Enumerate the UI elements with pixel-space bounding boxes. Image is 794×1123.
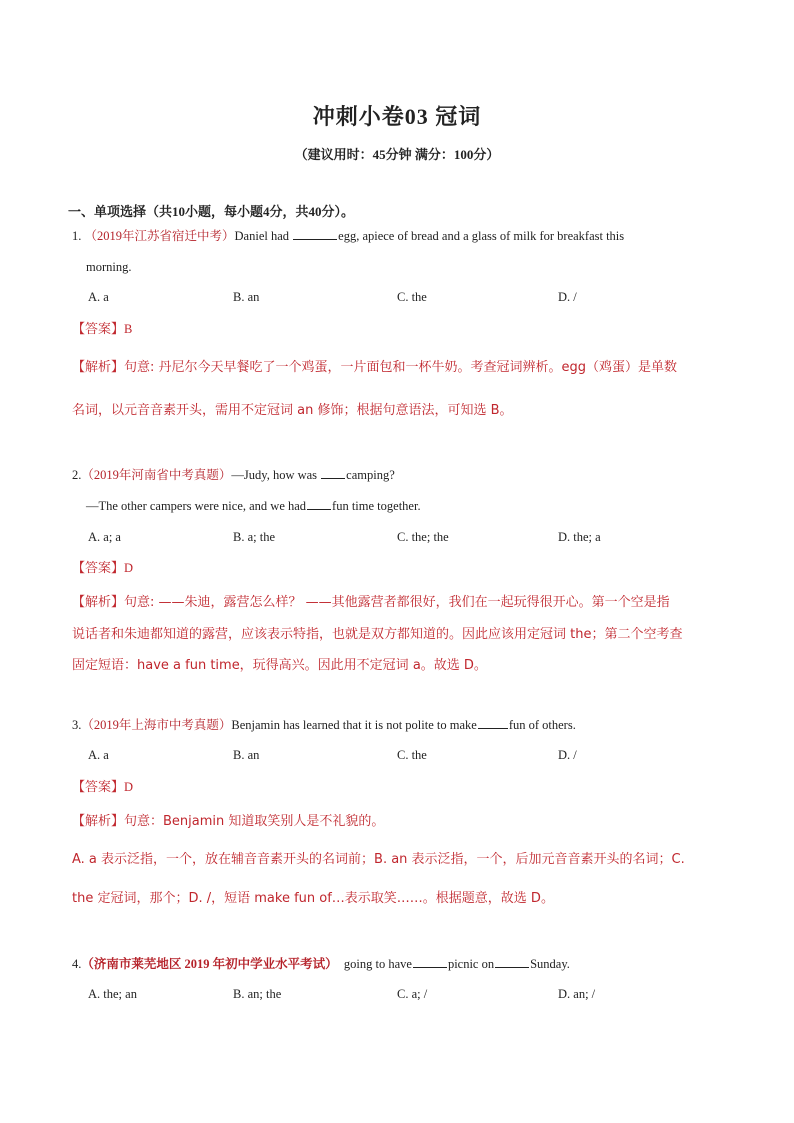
answer-blank	[413, 956, 447, 968]
question-2-stem-cont: —The other campers were nice, and we had fun time together.	[86, 499, 421, 513]
section-title: 一、单项选择（共10小题，每小题4分，共40分）。	[68, 204, 355, 219]
answer-label: 【答案】	[72, 561, 125, 576]
question-number: 4.	[72, 957, 82, 971]
answer-1	[72, 321, 132, 338]
analysis-label: 【解析】	[72, 814, 125, 829]
question-3-stem: 3.（2019年上海市中考真题）Benjamin has learned that it is not polite to make fun of others.	[72, 718, 576, 732]
page-subtitle: （建议用时：45分钟 满分：100分）	[294, 147, 500, 162]
answer-blank	[293, 228, 337, 240]
analysis-label: 【解析】	[72, 360, 125, 375]
analysis-3-line-2: A. a 表示泛指，一个，放在辅音音素开头的名词前；B. an 表示泛指，一个，后加元音音素开头的名词；C.	[72, 852, 685, 867]
option-d: D. the; a	[558, 530, 601, 544]
answer-value: B	[124, 322, 133, 336]
answer-3	[72, 779, 133, 796]
question-source: （2019年江苏省宿迁中考）	[84, 229, 235, 243]
option-c: C. a; /	[397, 987, 428, 1001]
answer-value: D	[124, 780, 134, 794]
question-source: （2019年上海市中考真题）	[81, 718, 232, 732]
question-number: 1.	[72, 229, 82, 243]
option-c: C. the	[397, 748, 427, 762]
question-source: （济南市莱芜地区 2019 年初中学业水平考试）	[81, 957, 338, 971]
analysis-3-line-3: the 定冠词，那个；D. /，短语 make fun of…表示取笑……。根据题意，故选 D。	[72, 891, 554, 906]
option-b: B. an; the	[233, 987, 282, 1001]
answer-value: D	[124, 561, 134, 575]
question-4-stem: 4.（济南市莱芜地区 2019 年初中学业水平考试） going to have picnic on Sunday.	[72, 957, 570, 971]
answer-blank	[321, 467, 345, 479]
answer-label: 【答案】	[72, 322, 125, 337]
option-a: A. a; a	[88, 530, 121, 544]
question-source: （2019年河南省中考真题）	[81, 468, 232, 482]
question-2-stem: 2.（2019年河南省中考真题）—Judy, how was camping?	[72, 468, 395, 482]
analysis-label: 【解析】	[72, 595, 125, 610]
analysis-2-line-1: 【解析】句意: ——朱迪，露营怎么样？ ——其他露营者都很好，我们在一起玩得很开心。第一个空是指	[72, 595, 670, 610]
option-b: B. a; the	[233, 530, 276, 544]
question-1-stem-cont: morning.	[86, 260, 132, 274]
option-b: B. an	[233, 748, 260, 762]
analysis-1-line-1: 【解析】句意: 丹尼尔今天早餐吃了一个鸡蛋，一片面包和一杯牛奶。考查冠词辨析。egg（鸡蛋）是单数	[72, 360, 678, 375]
analysis-1-line-2: 名词，以元音音素开头，需用不定冠词 an 修饰；根据句意语法，可知选 B。	[72, 403, 513, 418]
option-b: B. an	[233, 290, 260, 304]
option-c: C. the	[397, 290, 427, 304]
option-a: A. the; an	[88, 987, 137, 1001]
option-d: D. /	[558, 748, 577, 762]
question-1-stem: 1. （2019年江苏省宿迁中考）Daniel had egg, apiece of bread and a glass of milk for breakfast this	[72, 229, 625, 243]
answer-blank	[307, 498, 331, 510]
option-d: D. /	[558, 290, 577, 304]
answer-label: 【答案】	[72, 780, 125, 795]
question-number: 3.	[72, 718, 82, 732]
analysis-3-line-1: 【解析】句意：Benjamin 知道取笑别人是不礼貌的。	[72, 814, 385, 829]
option-a: A. a	[88, 748, 109, 762]
answer-blank	[478, 717, 508, 729]
option-d: D. an; /	[558, 987, 596, 1001]
option-a: A. a	[88, 290, 109, 304]
answer-blank	[495, 956, 529, 968]
question-number: 2.	[72, 468, 82, 482]
option-c: C. the; the	[397, 530, 449, 544]
answer-2	[72, 560, 133, 577]
analysis-2-line-2: 说话者和朱迪都知道的露营，应该表示特指，也就是双方都知道的。因此应该用定冠词 the；第二个空考查	[72, 627, 683, 642]
page-title: 冲刺小卷03 冠词	[312, 104, 482, 129]
analysis-2-line-3: 固定短语：have a fun time，玩得高兴。因此用不定冠词 a。故选 D。	[72, 658, 487, 673]
